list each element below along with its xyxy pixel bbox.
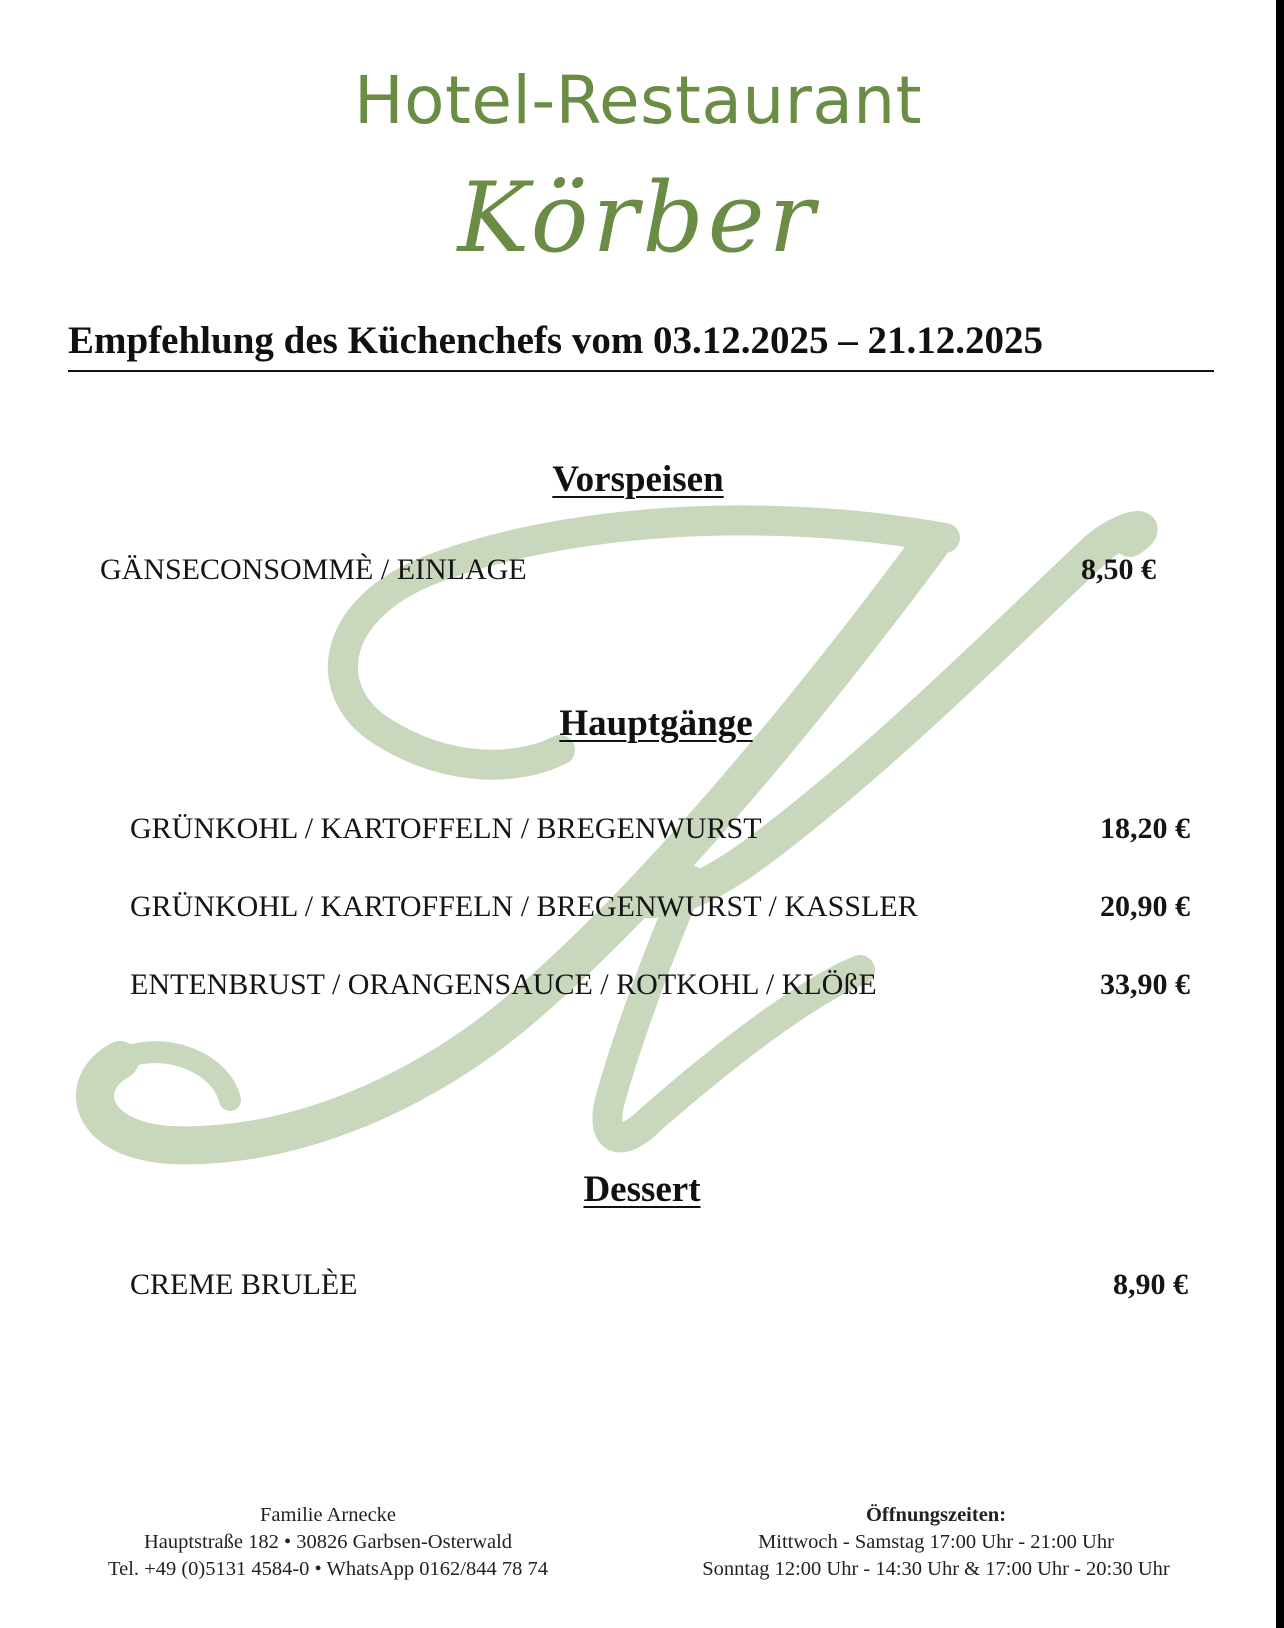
menu-item-price: 33,90 € [1100,968,1190,1001]
opening-hours-sunday: Sonntag 12:00 Uhr - 14:30 Uhr & 17:00 Uhr - 20:30 Uhr [702,1558,1170,1580]
opening-hours-title: Öffnungszeiten: [865,1504,1007,1526]
menu-item-name: CREME BRULÈE [130,1268,358,1301]
footer-opening-hours [646,1502,1226,1583]
section-heading-vorspeisen: Vorspeisen [552,459,724,500]
menu-item-name: GRÜNKOHL / KARTOFFELN / BREGENWURST [130,812,762,845]
menu-item-name: GRÜNKOHL / KARTOFFELN / BREGENWURST / KASSLER [130,890,918,923]
section-heading-dessert: Dessert [583,1169,701,1210]
footer-address: Hauptstraße 182 • 30826 Garbsen-Osterwald [143,1531,513,1553]
section-heading-hauptgaenge: Hauptgänge [559,703,753,744]
menu-item-price: 18,20 € [1100,812,1190,845]
opening-hours-weekdays: Mittwoch - Samstag 17:00 Uhr - 21:00 Uhr [758,1531,1114,1553]
hotel-title: Hotel-Restaurant [354,62,922,139]
menu-item-name: GÄNSECONSOMMÈ / EINLAGE [100,553,527,586]
footer-contact [40,1502,616,1583]
footer-family: Familie Arnecke [259,1504,397,1526]
restaurant-script-name: Körber [457,162,819,274]
menu-item-price: 20,90 € [1100,890,1190,923]
menu-item-price: 8,50 € [1081,553,1156,586]
recommendation-heading: Empfehlung des Küchenchefs vom 03.12.2025 – 21.12.2025 [68,319,1044,362]
menu-item-price: 8,90 € [1113,1268,1188,1301]
footer-phone: Tel. +49 (0)5131 4584-0 • WhatsApp 0162/844 78 74 [108,1558,548,1580]
menu-item-name: ENTENBRUST / ORANGENSAUCE / ROTKOHL / KLÖßE [130,968,877,1001]
heading-underline [68,370,1214,372]
